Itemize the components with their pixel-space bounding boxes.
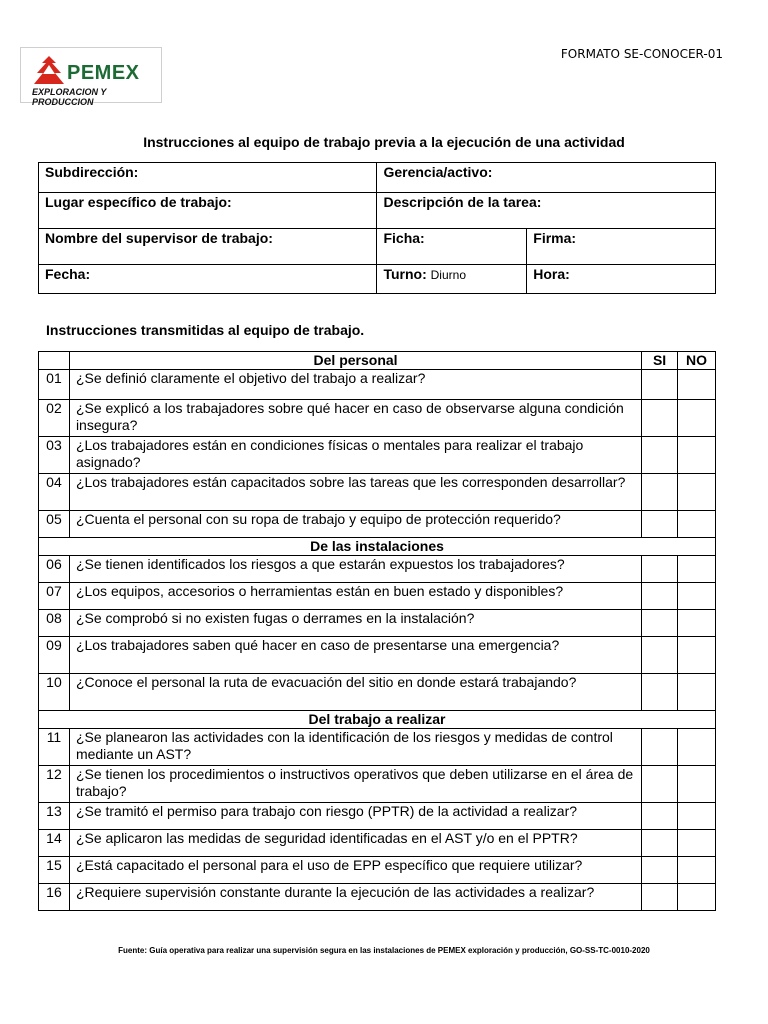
no-checkbox[interactable]: [678, 370, 716, 400]
si-checkbox[interactable]: [642, 637, 678, 674]
no-checkbox[interactable]: [678, 884, 716, 911]
si-checkbox[interactable]: [642, 884, 678, 911]
no-checkbox[interactable]: [678, 674, 716, 711]
item-question: ¿Los trabajadores están capacitados sobre las tareas que les corresponden desarrollar?: [69, 474, 641, 511]
item-question: ¿Los equipos, accesorios o herramientas están en buen estado y disponibles?: [69, 583, 641, 610]
item-question: ¿Requiere supervisión constante durante la ejecución de las actividades a realizar?: [69, 884, 641, 911]
no-checkbox[interactable]: [678, 803, 716, 830]
checklist-table: [38, 351, 716, 911]
logo-name: PEMEX: [67, 62, 140, 84]
table-row: [39, 400, 716, 437]
table-row: [39, 583, 716, 610]
item-question: ¿Cuenta el personal con su ropa de trabajo y equipo de protección requerido?: [69, 511, 641, 538]
section-header-instalaciones: De las instalaciones: [39, 538, 716, 556]
table-row: [39, 474, 716, 511]
item-number: 14: [39, 830, 70, 857]
table-row: [39, 803, 716, 830]
gerencia-field[interactable]: Gerencia/activo:: [377, 163, 716, 193]
table-row: [39, 674, 716, 711]
turno-label: Turno:: [383, 266, 427, 282]
item-number: 10: [39, 674, 70, 711]
item-number: 01: [39, 370, 70, 400]
item-question: ¿Conoce el personal la ruta de evacuación del sitio en donde estará trabajando?: [69, 674, 641, 711]
si-checkbox[interactable]: [642, 729, 678, 766]
descripcion-field[interactable]: Descripción de la tarea:: [377, 193, 716, 229]
no-checkbox[interactable]: [678, 610, 716, 637]
table-row: [39, 511, 716, 538]
item-question: ¿Se definió claramente el objetivo del trabajo a realizar?: [69, 370, 641, 400]
subdireccion-field[interactable]: Subdirección:: [39, 163, 377, 193]
si-checkbox[interactable]: [642, 556, 678, 583]
no-checkbox[interactable]: [678, 729, 716, 766]
no-checkbox[interactable]: [678, 556, 716, 583]
item-number: 12: [39, 766, 70, 803]
si-checkbox[interactable]: [642, 400, 678, 437]
item-question: ¿Se aplicaron las medidas de seguridad identificadas en el AST y/o en el PPTR?: [69, 830, 641, 857]
table-row: [39, 766, 716, 803]
pemex-eagle-icon: [31, 54, 67, 86]
item-question: ¿Se tramitó el permiso para trabajo con riesgo (PPTR) de la actividad a realizar?: [69, 803, 641, 830]
item-question: ¿Se tienen los procedimientos o instructivos operativos que deben utilizarse en el área de trabajo?: [69, 766, 641, 803]
col-no-header: NO: [678, 352, 716, 370]
no-checkbox[interactable]: [678, 437, 716, 474]
si-checkbox[interactable]: [642, 370, 678, 400]
si-checkbox[interactable]: [642, 857, 678, 884]
firma-field[interactable]: Firma:: [527, 229, 716, 265]
no-checkbox[interactable]: [678, 400, 716, 437]
table-row: [39, 729, 716, 766]
item-question: ¿Los trabajadores saben qué hacer en caso de presentarse una emergencia?: [69, 637, 641, 674]
col-si-header: SI: [642, 352, 678, 370]
item-number: 02: [39, 400, 70, 437]
document-title: Instrucciones al equipo de trabajo previa a la ejecución de una actividad: [143, 134, 625, 150]
instructions-title: Instrucciones transmitidas al equipo de trabajo.: [46, 322, 365, 338]
si-checkbox[interactable]: [642, 511, 678, 538]
si-checkbox[interactable]: [642, 437, 678, 474]
lugar-field[interactable]: Lugar específico de trabajo:: [39, 193, 377, 229]
si-checkbox[interactable]: [642, 766, 678, 803]
no-checkbox[interactable]: [678, 511, 716, 538]
table-row: [39, 857, 716, 884]
item-question: ¿Los trabajadores están en condiciones físicas o mentales para realizar el trabajo asignado?: [69, 437, 641, 474]
item-question: ¿Se explicó a los trabajadores sobre qué hacer en caso de observarse alguna condición insegura?: [69, 400, 641, 437]
table-row: [39, 610, 716, 637]
item-number: 11: [39, 729, 70, 766]
logo-subtitle: EXPLORACION Y PRODUCCION: [32, 87, 107, 107]
no-checkbox[interactable]: [678, 637, 716, 674]
item-question: ¿Se planearon las actividades con la identificación de los riesgos y medidas de control mediante un AST?: [69, 729, 641, 766]
pemex-logo: [20, 47, 162, 107]
item-question: ¿Está capacitado el personal para el uso de EPP específico que requiere utilizar?: [69, 857, 641, 884]
table-row: [39, 556, 716, 583]
no-checkbox[interactable]: [678, 830, 716, 857]
hora-field[interactable]: Hora:: [527, 265, 716, 294]
item-number: 06: [39, 556, 70, 583]
item-number: 13: [39, 803, 70, 830]
si-checkbox[interactable]: [642, 610, 678, 637]
fecha-field[interactable]: Fecha:: [39, 265, 377, 294]
source-footer: Fuente: Guía operativa para realizar una supervisión segura en las instalaciones de PEMEX exploración y producción, GO-SS-TC-0010-2020: [118, 946, 650, 955]
item-number: 07: [39, 583, 70, 610]
format-code: FORMATO SE-CONOCER-01: [560, 47, 723, 61]
item-number: 03: [39, 437, 70, 474]
table-row: [39, 884, 716, 911]
si-checkbox[interactable]: [642, 474, 678, 511]
ficha-field[interactable]: Ficha:: [377, 229, 527, 265]
supervisor-field[interactable]: Nombre del supervisor de trabajo:: [39, 229, 377, 265]
section-header-trabajo: Del trabajo a realizar: [39, 711, 716, 729]
no-checkbox[interactable]: [678, 474, 716, 511]
turno-field[interactable]: [377, 265, 527, 294]
item-number: 08: [39, 610, 70, 637]
no-checkbox[interactable]: [678, 583, 716, 610]
section-header-personal: Del personal: [69, 352, 641, 370]
turno-value: Diurno: [430, 268, 466, 282]
item-number: 04: [39, 474, 70, 511]
item-number: 16: [39, 884, 70, 911]
item-number: 09: [39, 637, 70, 674]
si-checkbox[interactable]: [642, 583, 678, 610]
table-row: [39, 370, 716, 400]
table-row: [39, 830, 716, 857]
info-table: [38, 162, 716, 294]
no-checkbox[interactable]: [678, 766, 716, 803]
si-checkbox[interactable]: [642, 674, 678, 711]
table-row: [39, 437, 716, 474]
item-number: 15: [39, 857, 70, 884]
no-checkbox[interactable]: [678, 857, 716, 884]
table-row: [39, 637, 716, 674]
si-checkbox[interactable]: [642, 803, 678, 830]
item-question: ¿Se comprobó si no existen fugas o derrames en la instalación?: [69, 610, 641, 637]
item-question: ¿Se tienen identificados los riesgos a que estarán expuestos los trabajadores?: [69, 556, 641, 583]
si-checkbox[interactable]: [642, 830, 678, 857]
item-number: 05: [39, 511, 70, 538]
